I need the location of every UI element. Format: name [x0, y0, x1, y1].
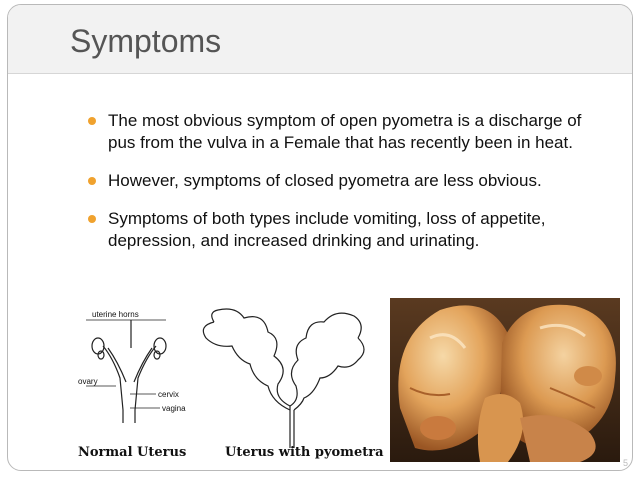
bullet-text: The most obvious symptom of open pyometra is a discharge of pus from the vulva in a Female that has recently been in heat.	[108, 111, 582, 152]
caption-normal-uterus: Normal Uterus	[78, 445, 187, 460]
bullet-text: Symptoms of both types include vomiting, loss of appetite, depression, and increased drinking and urinating.	[108, 209, 546, 250]
uterus-diagram	[68, 298, 390, 464]
bullet-item	[94, 110, 594, 154]
bullet-item	[94, 170, 594, 192]
pyometra-photo-svg	[390, 298, 620, 462]
label-cervix: cervix	[158, 390, 179, 399]
bullet-list	[94, 110, 594, 268]
title-bar	[8, 5, 632, 74]
uterus-diagram-svg	[68, 298, 390, 464]
bullet-icon	[88, 215, 96, 223]
label-uterine-horns: uterine horns	[92, 310, 139, 319]
bullet-icon	[88, 117, 96, 125]
slide	[7, 4, 633, 471]
label-vagina: vagina	[162, 404, 186, 413]
page-number: 5	[622, 458, 628, 468]
bullet-icon	[88, 177, 96, 185]
normal-uterus-drawing	[86, 320, 166, 423]
slide-title: Symptoms	[70, 23, 222, 59]
bullet-item	[94, 208, 594, 252]
pyometra-photo	[390, 298, 620, 462]
bullet-text: However, symptoms of closed pyometra are less obvious.	[108, 171, 542, 190]
pyometra-uterus-drawing	[203, 309, 364, 448]
caption-pyometra: Uterus with pyometra	[225, 445, 384, 460]
label-ovary: ovary	[78, 377, 98, 386]
